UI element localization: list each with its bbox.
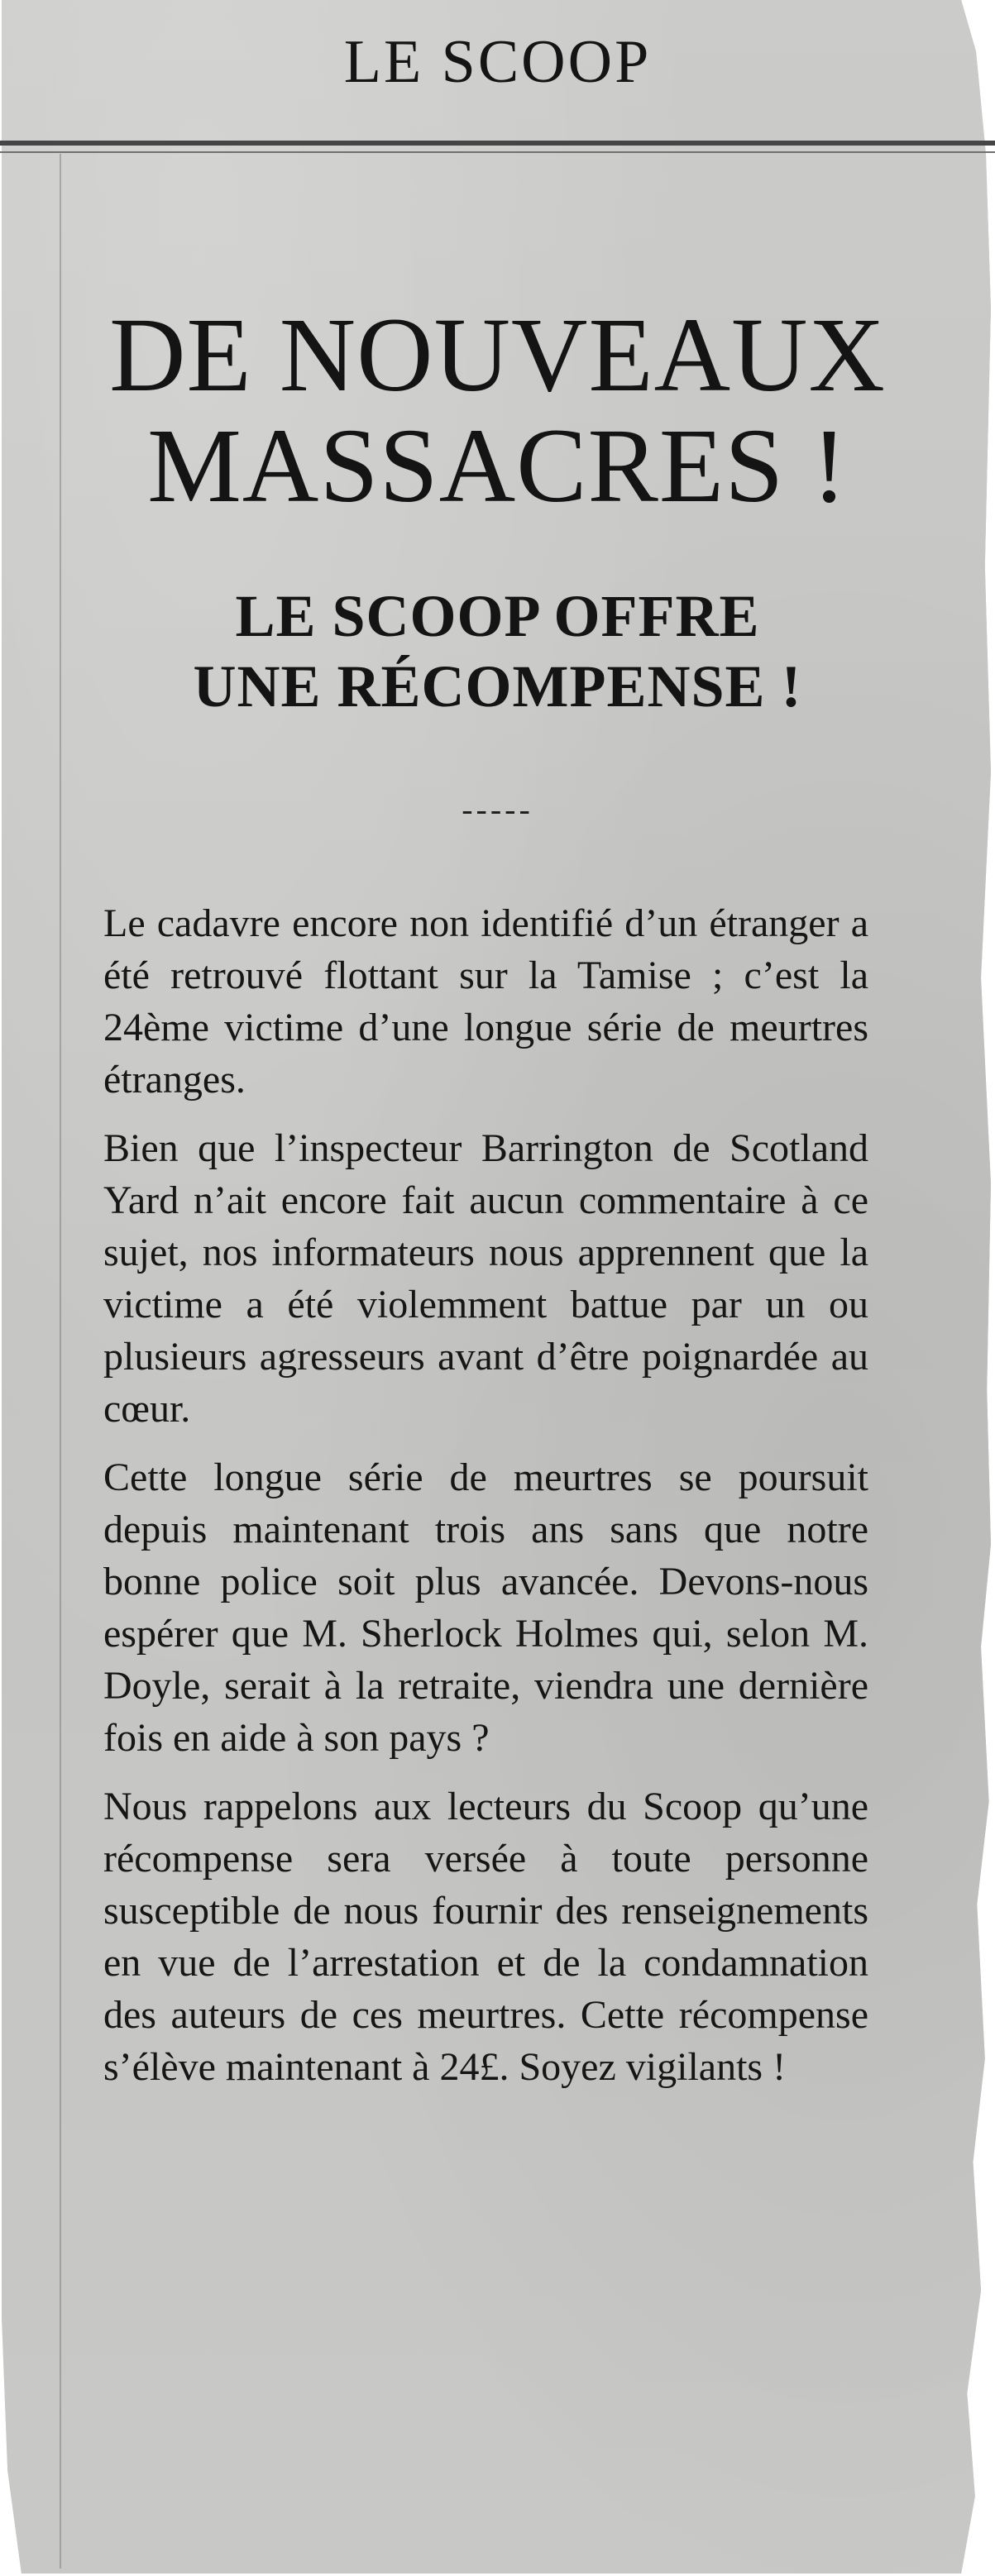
subheadline-line-1: LE SCOOP OFFRE <box>235 583 760 649</box>
article-paragraph: Cette longue série de meurtres se poursuit depuis maintenant trois ans sans que notre bonne police soit plus avancée. Devons-nous espérer que M. Sherlock Holmes qui, selon M. Doyle, serait à la retraite, viendra une dernière fois en aide à son pays ? <box>103 1455 868 1760</box>
masthead-rule <box>0 141 995 146</box>
masthead-title: LE SCOOP <box>343 28 652 96</box>
subheadline-line-2: UNE RÉCOMPENSE ! <box>193 652 802 719</box>
headline <box>50 296 945 525</box>
article-body <box>103 897 868 2110</box>
separator: ----- <box>462 791 533 828</box>
masthead-rule-thin <box>0 151 995 153</box>
headline-line-2: MASSACRES ! <box>147 407 848 525</box>
subheadline <box>116 581 879 722</box>
article-paragraph: Nous rappelons aux lecteurs du Scoop qu’une récompense sera versée à toute personne susceptible de nous fournir des renseignements en vue de l’arrestation et de la condamnation des auteurs de ces meurtres. Cette récompense s’élève maintenant à 24£. Soyez vigilants ! <box>103 1785 868 2089</box>
article-paragraph: Le cadavre encore non identifié d’un étranger a été retrouvé flottant sur la Tamise ; c’est la 24ème victime d’une longue série de meurtres étranges. <box>103 901 868 1102</box>
article-paragraph: Bien que l’inspecteur Barrington de Scotland Yard n’ait encore fait aucun commentaire à ce sujet, nos informateurs nous apprennent que la victime a été violemment battue par un ou plusieurs agresseurs avant d’être poignardée au cœur. <box>103 1126 868 1431</box>
headline-line-1: DE NOUVEAUX <box>109 296 886 413</box>
